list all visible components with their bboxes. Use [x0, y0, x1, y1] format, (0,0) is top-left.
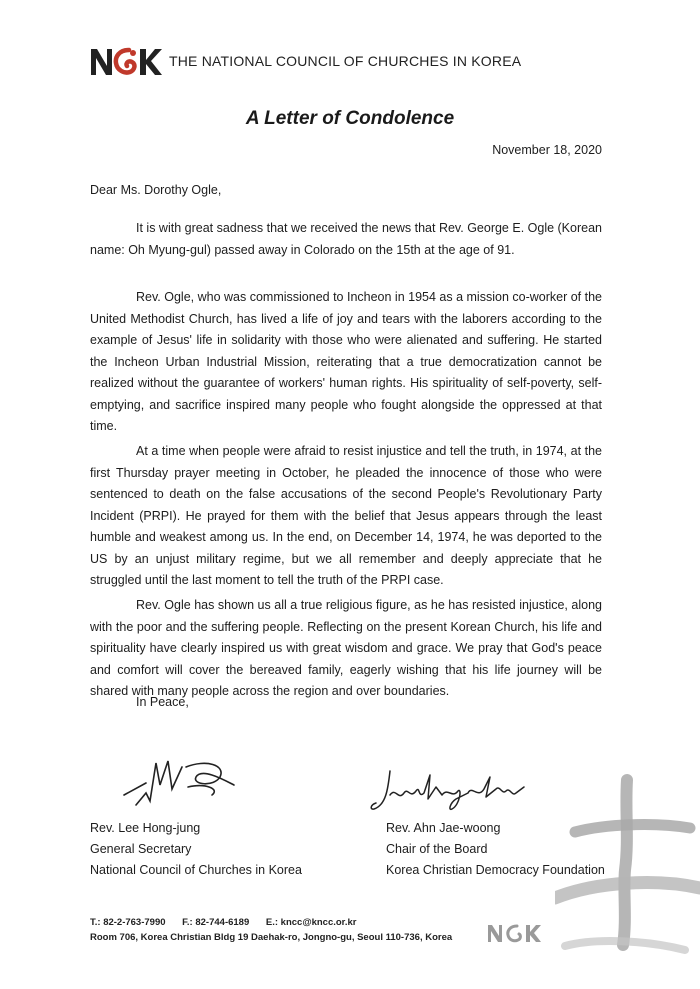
footer-logo-icon [486, 922, 544, 944]
letter-title: A Letter of Condolence [245, 108, 455, 129]
footer-tel: T.: 82-2-763-7990 [90, 917, 166, 928]
signatory-right-name: Rev. Ahn Jae-woong [386, 821, 501, 835]
signature-left-icon [116, 755, 241, 817]
salutation: Dear Ms. Dorothy Ogle, [90, 183, 222, 197]
signatory-left-org: National Council of Churches in Korea [90, 863, 302, 877]
footer-email: E.: kncc@kncc.or.kr [265, 917, 357, 928]
signatory-left-role: General Secretary [90, 842, 192, 856]
signatory-left [90, 818, 302, 881]
letter-date: November 18, 2020 [492, 143, 602, 157]
footer-address: Room 706, Korea Christian Bldg 19 Daehak-ro, Jongno-gu, Seoul 110-736, Korea [90, 932, 453, 943]
signatory-right-org: Korea Christian Democracy Foundation [386, 863, 605, 877]
signature-right-icon [368, 765, 533, 815]
footer-fax: F.: 82-744-6189 [182, 917, 250, 928]
paragraph-3: At a time when people were afraid to resist injustice and tell the truth, in 1974, at the first Thursday prayer meeting in October, he pleaded the innocence of those who were sentenced to death on the false accusations of the second People's Revolutionary Party Incident (PRPI). He prayed for them with the belief that Jesus appears through the least humble and weakest among us. In the end, on December 14, 1974, he was deported to the US by an unjust military regime, but we all remember and deeply appreciate that he struggled until the last moment to tell the truth of the PRPI case. [90, 444, 602, 587]
organization-name: THE NATIONAL COUNCIL OF CHURCHES IN KOREA [169, 53, 522, 69]
paragraph-2: Rev. Ogle, who was commissioned to Incheon in 1954 as a mission co-worker of the United Methodist Church, has lived a life of joy and tears with the laborers according to the example of Jesus' life in solidarity with those who were alienated and suffering. He started the Incheon Urban Industrial Mission, reiterating that a true democratization cannot be realized without the guarantee of workers' human rights. His spirituality of self-poverty, self-emptying, and sacrifice inspired many people who fought alongside the oppressed at that time. [90, 290, 602, 433]
footer-contact [90, 915, 452, 945]
signatory-right-role: Chair of the Board [386, 842, 488, 856]
paragraph-1: It is with great sadness that we received the news that Rev. George E. Ogle (Korean name: Oh Myung-gul) passed away in Colorado on the 15th at the age of 91. [90, 221, 602, 257]
paragraph-4: Rev. Ogle has shown us all a true religious figure, as he has resisted injustice, along with the poor and the suffering people. Reflecting on the present Korean Church, his life and spirituality have clearly inspired us with great wisdom and grace. We pray that God's peace and comfort will cover the bereaved family, eagerly wishing that his life journey will be shared with many people across the region and over boundaries. [90, 598, 602, 698]
nck-logo-icon [89, 44, 163, 78]
brush-cross-icon [555, 770, 700, 970]
signatory-left-name: Rev. Lee Hong-jung [90, 821, 201, 835]
closing: In Peace, [136, 695, 189, 709]
